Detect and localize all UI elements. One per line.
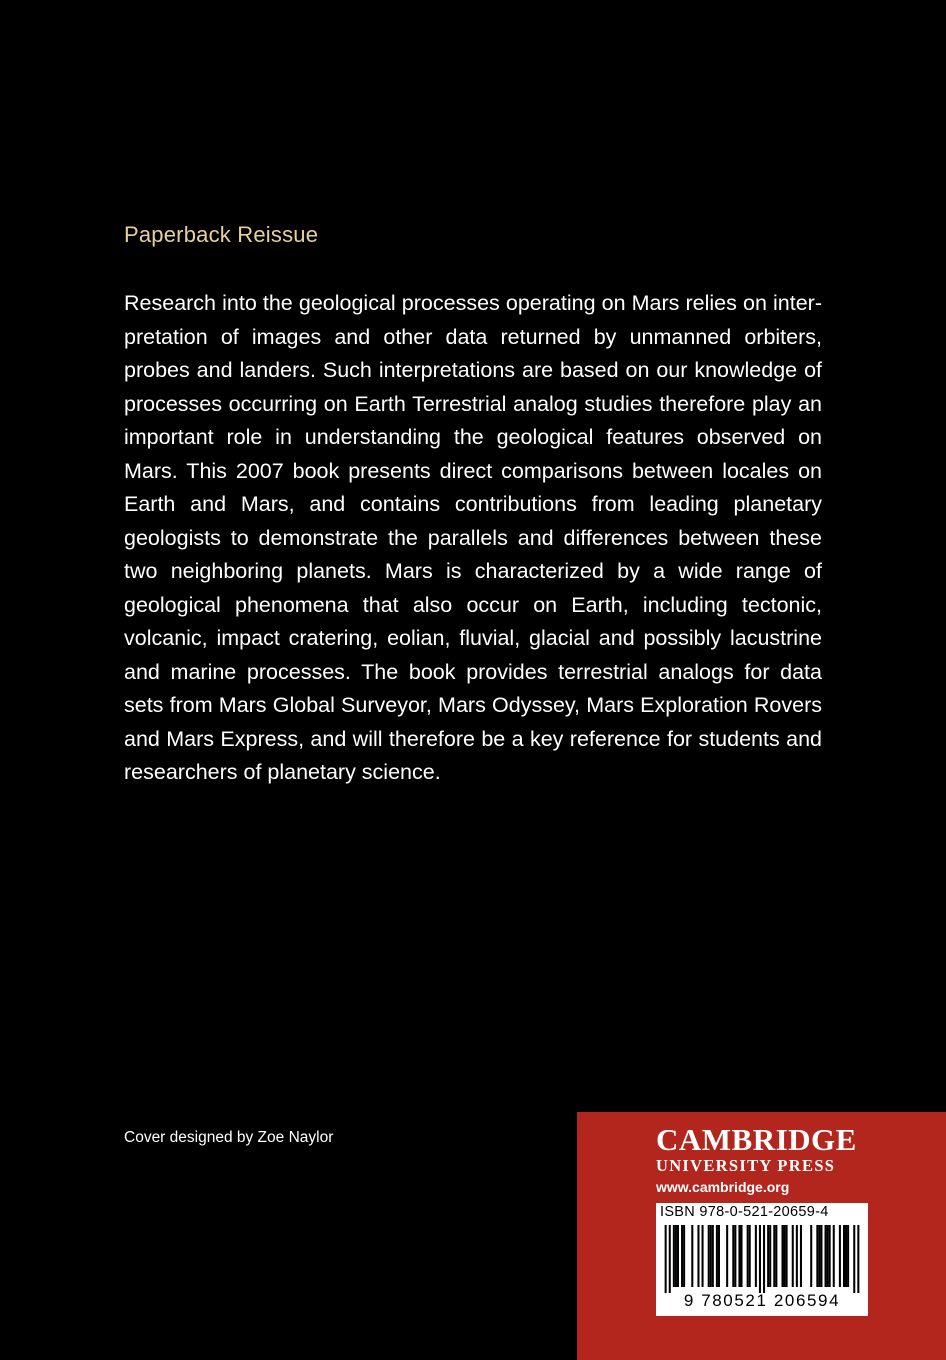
cover-credit: Cover designed by Zoe Naylor: [124, 1129, 334, 1146]
barcode-bar: [665, 1225, 667, 1293]
barcode-bar: [820, 1225, 822, 1287]
barcode-bar: [716, 1225, 718, 1287]
barcode-bar: [853, 1225, 855, 1293]
barcode-bar: [669, 1225, 671, 1293]
barcode-bar: [710, 1225, 712, 1287]
barcode-digits: 9 780521 206594: [683, 1291, 841, 1310]
barcode-bar: [827, 1225, 829, 1287]
barcode-bar: [857, 1225, 859, 1293]
barcode-bar: [767, 1225, 769, 1287]
barcode-bar: [781, 1225, 783, 1287]
barcode-bar: [810, 1225, 812, 1287]
barcode-bar: [843, 1225, 845, 1287]
barcode-bar: [769, 1225, 771, 1287]
barcode-bars: [656, 1225, 868, 1293]
barcode-bar: [718, 1225, 720, 1287]
publisher-panel: [577, 1112, 946, 1360]
barcode-bar: [712, 1225, 714, 1287]
barcode-bar: [833, 1225, 835, 1287]
barcode-bar: [825, 1225, 827, 1287]
barcode-bar: [747, 1225, 749, 1287]
barcode-bar: [847, 1225, 849, 1287]
barcode-bar: [784, 1225, 786, 1287]
barcode-bar: [759, 1225, 761, 1293]
barcode-bar: [702, 1225, 704, 1287]
barcode-bar: [681, 1225, 683, 1287]
barcode-bar: [773, 1225, 775, 1287]
barcode-bar: [673, 1225, 675, 1287]
barcode-bar: [839, 1225, 841, 1287]
barcode-bar: [677, 1225, 679, 1287]
barcode-bar: [697, 1225, 699, 1287]
barcode-bar: [816, 1225, 818, 1287]
publisher-name: CAMBRIDGE: [656, 1122, 857, 1157]
publisher-url: www.cambridge.org: [656, 1179, 790, 1195]
barcode-bar: [740, 1225, 742, 1287]
barcode-bar: [775, 1225, 777, 1287]
publisher-subtitle: UNIVERSITY PRESS: [656, 1156, 836, 1175]
barcode-bar: [732, 1225, 734, 1287]
edition-label: Paperback Reissue: [124, 222, 319, 247]
barcode-bar: [675, 1225, 677, 1287]
barcode-bar: [738, 1225, 740, 1287]
barcode-bar: [829, 1225, 831, 1287]
barcode-bar: [726, 1225, 728, 1287]
barcode-bar: [818, 1225, 820, 1287]
barcode-bar: [691, 1225, 693, 1287]
isbn-label: ISBN 978-0-521-20659-4: [660, 1204, 829, 1220]
barcode-bar: [755, 1225, 757, 1287]
barcode-bar: [845, 1225, 847, 1287]
barcode-bar: [683, 1225, 685, 1287]
barcode-bar: [786, 1225, 788, 1287]
barcode-bar: [763, 1225, 765, 1293]
barcode-bar: [792, 1225, 794, 1287]
barcode-bar: [800, 1225, 802, 1287]
isbn-barcode: [656, 1203, 868, 1316]
barcode-bar: [734, 1225, 736, 1287]
barcode-bar: [796, 1225, 798, 1287]
barcode-bar: [708, 1225, 710, 1287]
barcode-bar: [749, 1225, 751, 1287]
book-description: Research into the geological processes operating on Mars relies on interpretation of images and other data returned by unmanned orbiters, probes and landers. Such interpretations are based on our knowledge of processes occurring on Earth Terrestrial analog studies therefore play an important role in understanding the geological features observed on Mars. This 2007 book presents direct comparisons between locales on Earth and Mars, and contains contributions from leading planetary geologists to demonstrate the parallels and differences between these two neighboring planets. Mars is characterized by a wide range of geological phenomena that also occur on Earth, including tectonic, volcanic, impact cratering, eolian, fluvial, glacial and possibly lacustrine and marine processes. The book provides terrestrial analogs for data sets from Mars Global Surveyor, Mars Odyssey, Mars Exploration Rovers and Mars Express, and will therefore be a key reference for students and researchers of planetary science.: [124, 291, 822, 784]
